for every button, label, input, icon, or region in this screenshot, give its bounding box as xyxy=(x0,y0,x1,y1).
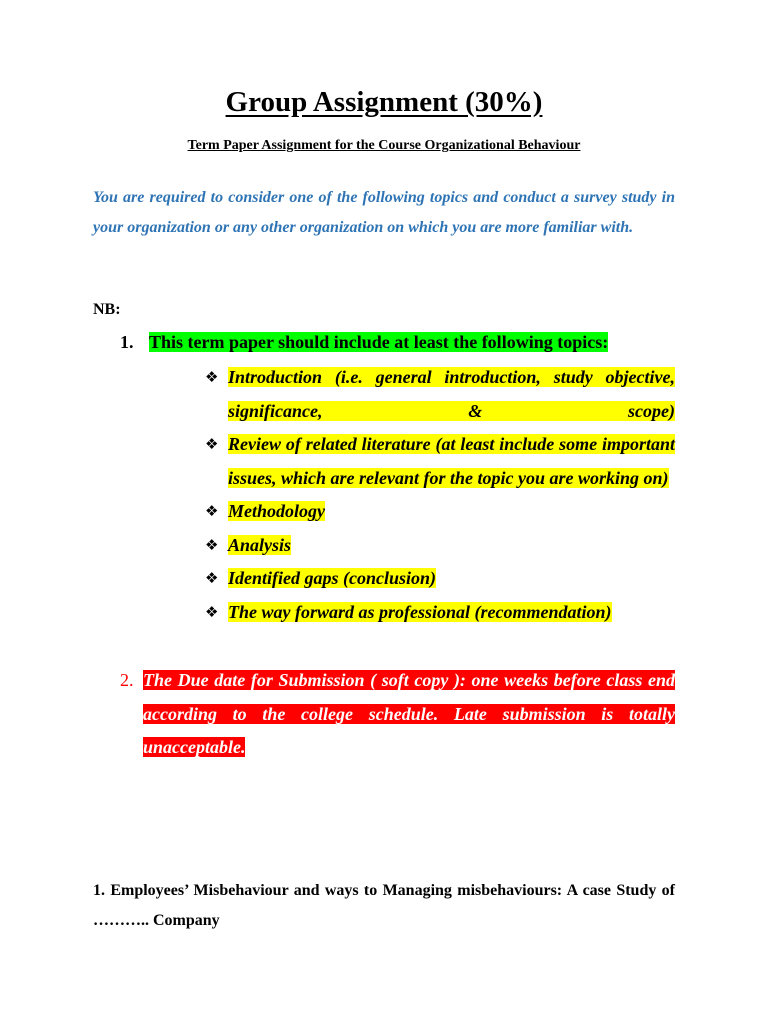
diamond-bullet-icon: ❖ xyxy=(205,368,219,386)
diamond-bullet-icon: ❖ xyxy=(205,569,219,587)
bullet-item xyxy=(205,428,675,495)
bullet-text: Analysis xyxy=(228,534,292,555)
bullet-item xyxy=(205,529,675,563)
bullet-item xyxy=(205,361,675,428)
bullet-text: The way forward as professional (recommendation) xyxy=(228,601,612,622)
requirement-item-2 xyxy=(120,664,675,765)
topic-1-heading: 1. Employees’ Misbehaviour and ways to Managing misbehaviours: A case Study of ……….. Company xyxy=(93,882,675,929)
document-title: Group Assignment (30%) xyxy=(225,86,543,118)
diamond-bullet-icon: ❖ xyxy=(205,602,219,621)
bullet-text: Review of related literature (at least include some important issues, which are relevant for the topic you are working on) xyxy=(228,434,675,488)
bullet-text: Methodology xyxy=(228,501,325,521)
bullet-item xyxy=(205,495,675,529)
diamond-bullet-icon: ❖ xyxy=(205,435,219,453)
nb-label: NB: xyxy=(93,301,121,318)
bullet-text: Identified gaps (conclusion) xyxy=(228,568,437,588)
document-subtitle: Term Paper Assignment for the Course Organizational Behaviour xyxy=(187,138,581,153)
requirement-item-1 xyxy=(120,329,608,355)
item-1-number: 1. xyxy=(120,332,134,352)
topic-bullet-list xyxy=(205,361,675,629)
intro-paragraph: You are required to consider one of the following topics and conduct a survey study in your organization or any other organization on which you are more familiar with. xyxy=(93,189,675,236)
bullet-text: Introduction (i.e. general introduction, study objective, significance, & scope) xyxy=(228,367,675,421)
bullet-item xyxy=(205,562,675,596)
item-2-number: 2. xyxy=(120,670,134,690)
diamond-bullet-icon: ❖ xyxy=(205,502,219,520)
diamond-bullet-icon: ❖ xyxy=(205,535,219,554)
item-2-text: The Due date for Submission ( soft copy ): one weeks before class end according to the college schedule. Late submission is totally unacceptable. xyxy=(143,670,675,757)
item-1-text: This term paper should include at least the following topics: xyxy=(149,332,609,352)
bullet-item xyxy=(205,596,675,630)
